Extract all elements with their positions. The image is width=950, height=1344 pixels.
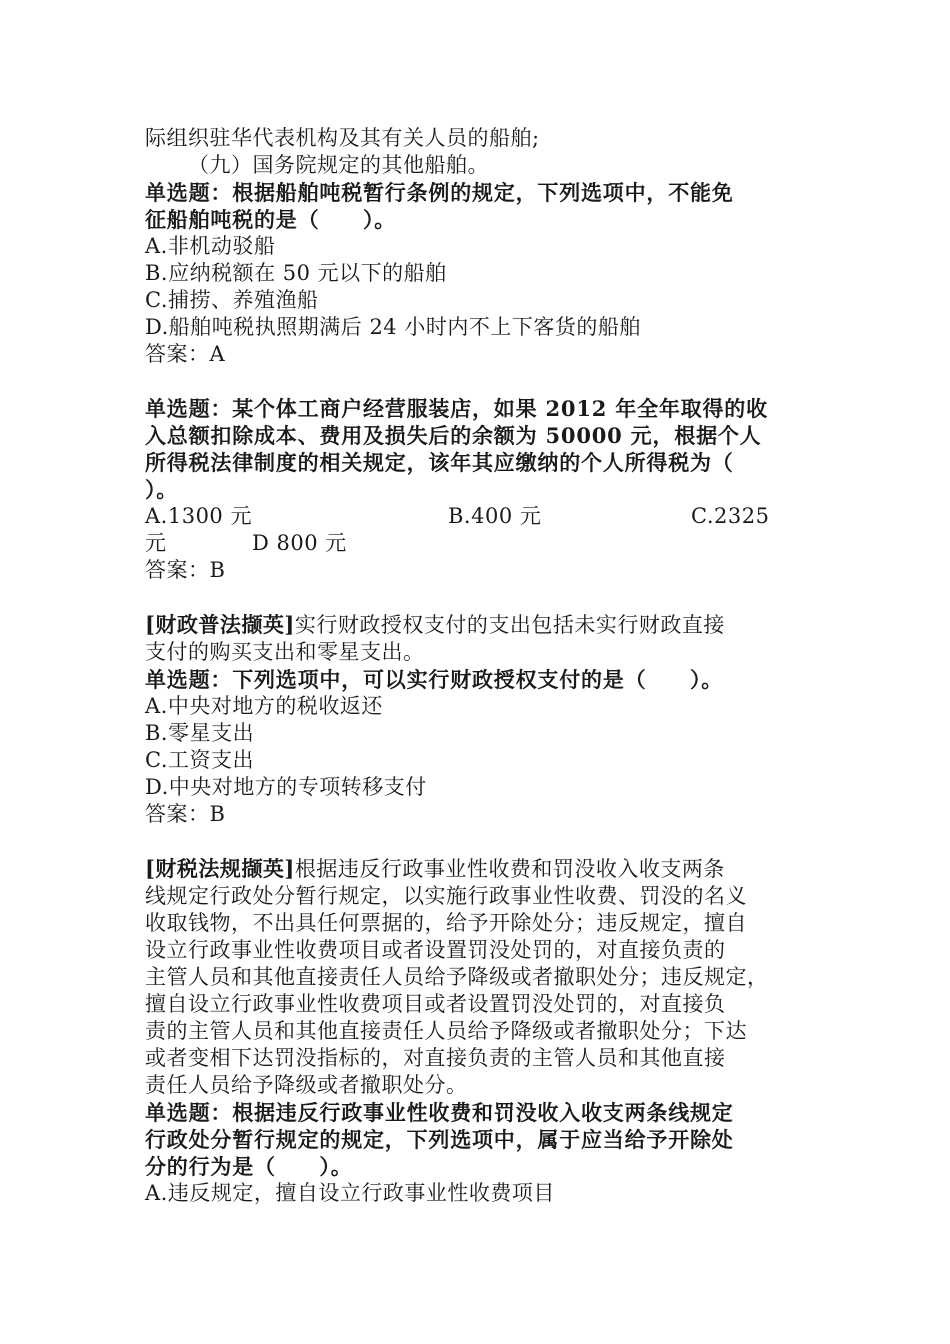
spacer	[145, 368, 810, 395]
question-line: 入总额扣除成本、费用及损失后的余额为 50000 元，根据个人	[145, 423, 762, 448]
intro-text: 根据违反行政事业性收费和罚没收入收支两条	[294, 857, 725, 881]
spacer	[145, 584, 810, 611]
option-d: D.中央对地方的专项转移支付	[145, 775, 427, 799]
intro-text: 实行财政授权支付的支出包括未实行财政直接	[294, 613, 725, 637]
option-c: C.工资支出	[145, 748, 254, 772]
option-b: B.应纳税额在 50 元以下的船舶	[145, 261, 447, 285]
intro-line: 设立行政事业性收费项目或者设置罚没处罚的，对直接负责的	[145, 938, 726, 962]
spacer	[145, 828, 810, 855]
options-row	[145, 530, 810, 557]
option-c: C.2325	[691, 504, 770, 528]
intro-line: 线规定行政处分暂行规定，以实施行政事业性收费、罚没的名义	[145, 884, 747, 908]
options-row	[145, 503, 810, 530]
intro-tag: [财政普法撷英]	[145, 612, 295, 637]
question-line: 征船舶吨税的是（ ）。	[145, 207, 397, 232]
question-line: 单选题：某个体工商户经营服装店，如果 2012 年全年取得的收	[145, 396, 768, 421]
intro-line: 责任人员给予降级或者撤职处分。	[145, 1073, 468, 1097]
text-line: 际组织驻华代表机构及其有关人员的船舶;	[145, 126, 540, 150]
intro-line: 主管人员和其他直接责任人员给予降级或者撤职处分；违反规定，	[145, 965, 769, 989]
option-d: D 800 元	[252, 531, 347, 555]
intro-line	[145, 855, 810, 883]
answer: 答案：B	[145, 802, 226, 826]
answer: 答案：B	[145, 558, 226, 582]
option-d: D.船舶吨税执照期满后 24 小时内不上下客货的船舶	[145, 315, 641, 339]
option-a: A.1300 元	[145, 504, 252, 528]
intro-line: 收取钱物，不出具任何票据的，给予开除处分；违反规定，擅自	[145, 911, 747, 935]
option-a: A.非机动驳船	[145, 234, 276, 258]
question-line: 单选题：下列选项中，可以实行财政授权支付的是（ ）。	[145, 667, 724, 692]
option-c-unit: 元	[145, 531, 167, 555]
question-line: 单选题：根据船舶吨税暂行条例的规定，下列选项中，不能免	[145, 180, 734, 205]
intro-line: 擅自设立行政事业性收费项目或者设置罚没处罚的，对直接负	[145, 992, 726, 1016]
document-page	[145, 125, 810, 1207]
question-line: 分的行为是（ ）。	[145, 1154, 353, 1179]
text-line: （九）国务院规定的其他船舶。	[188, 153, 489, 177]
intro-line: 或者变相下达罚没指标的，对直接负责的主管人员和其他直接	[145, 1046, 726, 1070]
intro-line: 支付的购买支出和零星支出。	[145, 640, 425, 664]
question-line: 单选题：根据违反行政事业性收费和罚没收入收支两条线规定	[145, 1100, 734, 1125]
intro-tag: [财税法规撷英]	[145, 856, 295, 881]
option-b: B.400 元	[448, 504, 542, 528]
question-line: 所得税法律制度的相关规定，该年其应缴纳的个人所得税为（	[145, 450, 734, 475]
answer: 答案：A	[145, 342, 226, 366]
option-b: B.零星支出	[145, 721, 255, 745]
question-line: 行政处分暂行规定的规定，下列选项中，属于应当给予开除处	[145, 1127, 734, 1152]
option-a: A.中央对地方的税收返还	[145, 694, 383, 718]
intro-line: 责的主管人员和其他直接责任人员给予降级或者撤职处分；下达	[145, 1019, 747, 1043]
question-line: ）。	[145, 477, 179, 502]
option-c: C.捕捞、养殖渔船	[145, 288, 319, 312]
option-a: A.违反规定，擅自设立行政事业性收费项目	[145, 1181, 555, 1205]
intro-line	[145, 611, 810, 639]
